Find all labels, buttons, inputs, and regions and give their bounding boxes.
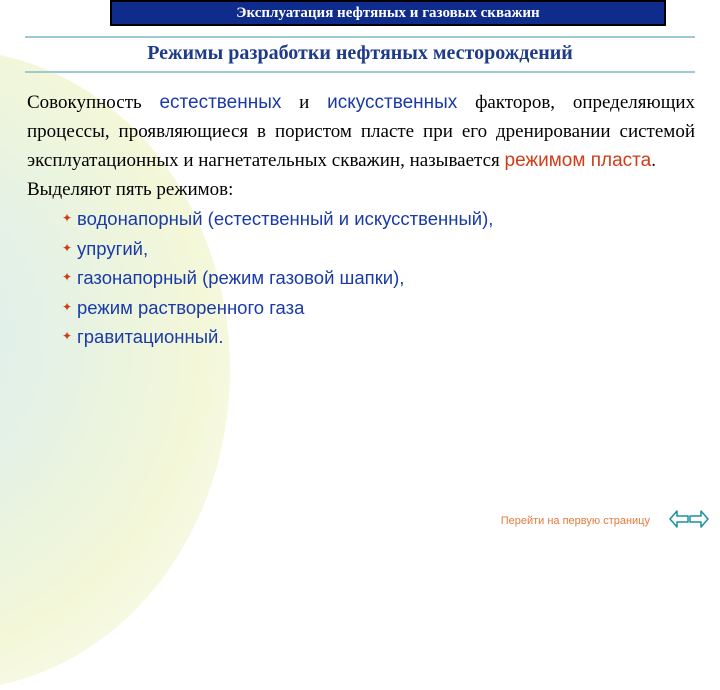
list-item: ✦ упругий,	[27, 234, 695, 264]
presentation-header: Эксплуатация нефтяных и газовых скважин	[110, 0, 666, 26]
star-bullet-icon: ✦	[62, 240, 73, 255]
list-item: ✦ гравитационный.	[27, 322, 695, 352]
arrow-right-icon[interactable]	[688, 508, 710, 530]
regimes-list	[27, 204, 695, 352]
arrow-left-icon[interactable]	[668, 508, 690, 530]
slide-body	[27, 88, 695, 352]
star-bullet-icon: ✦	[62, 329, 73, 343]
text-segment: и	[299, 92, 310, 113]
highlight-artificial: искусственных	[327, 92, 458, 113]
first-page-link[interactable]: Перейти на первую страницу	[500, 515, 650, 527]
star-bullet-icon: ✦	[62, 211, 73, 225]
list-item: ✦ водонапорный (естественный и искусственный),	[27, 204, 695, 234]
definition-paragraph	[27, 88, 695, 175]
intro-line: Выделяют пять режимов:	[27, 179, 234, 200]
list-item: ✦ режим растворенного газа	[27, 293, 695, 323]
list-item: ✦ газонапорный (режим газовой шапки),	[27, 263, 695, 293]
star-bullet-icon: ✦	[62, 270, 73, 284]
title-bottom-rule	[25, 71, 695, 73]
star-bullet-icon: ✦	[62, 299, 73, 314]
slide-title: Режимы разработки нефтяных месторождений	[147, 42, 573, 64]
text-segment: .	[651, 150, 656, 171]
text-segment: Совокупность	[27, 92, 142, 113]
text-segment: факторов, определяющих процессы, проявляющиеся в пористом пласте при его дренировании системой эксплуатационных и нагнетательных скважин, называется	[27, 92, 695, 171]
highlight-natural: естественных	[159, 92, 282, 113]
title-top-rule	[25, 36, 695, 38]
term-highlight: режимом пласта	[504, 150, 652, 171]
